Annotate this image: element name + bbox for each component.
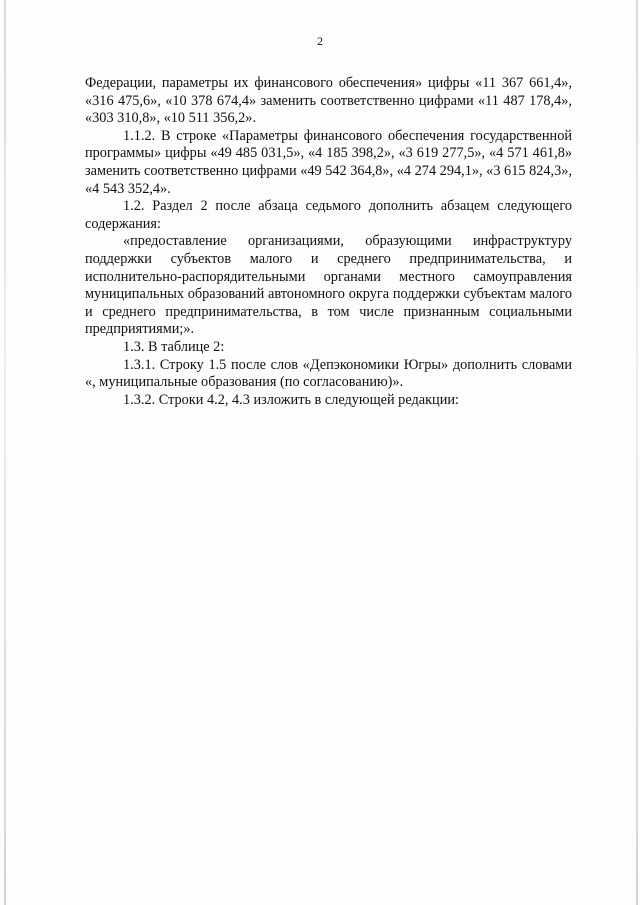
paragraph-1-3-1: 1.3.1. Строку 1.5 после слов «Депэкономики Югры» дополнить словами «, муниципальные образования (по согласованию)». [85,356,572,391]
page-number: 2 [317,34,323,48]
scan-edge-left [4,0,6,905]
paragraph-1-3: 1.3. В таблице 2: [123,338,225,355]
paragraph-1-2: 1.2. Раздел 2 после абзаца седьмого дополнить абзацем следующего содержания: [85,198,572,232]
paragraph-financing-continuation: Федерации, параметры их финансового обеспечения» цифры «11 367 661,4», «316 475,6», «10 378 674,4» заменить соответственно цифрами «11 487 178,4», «303 310,8», «10 511 356,2». [85,75,572,127]
paragraph-1-3-2: 1.3.2. Строки 4.2, 4.3 изложить в следующей редакции: [123,391,459,408]
document-body [85,75,572,409]
scan-edge-right [636,0,638,905]
paragraph-quoted-text: «предоставление организациями, образующими инфраструктуру поддержки субъектов малого и среднего предпринимательства, и исполнительно-распорядительными органами местного самоуправления муниципальных образований автономного округа поддержки субъектам малого и среднего предпринимательства, в том числе признанным социальными предприятиями;». [85,233,572,338]
paragraph-1-1-2: 1.1.2. В строке «Параметры финансового обеспечения государственной программы» цифры «49 485 031,5», «4 185 398,2», «3 619 277,5», «4 571 461,8» заменить соответственно цифрами «49 542 364,8», «4 274 294,1», «3 615 824,3», «4 543 352,4». [85,127,572,197]
